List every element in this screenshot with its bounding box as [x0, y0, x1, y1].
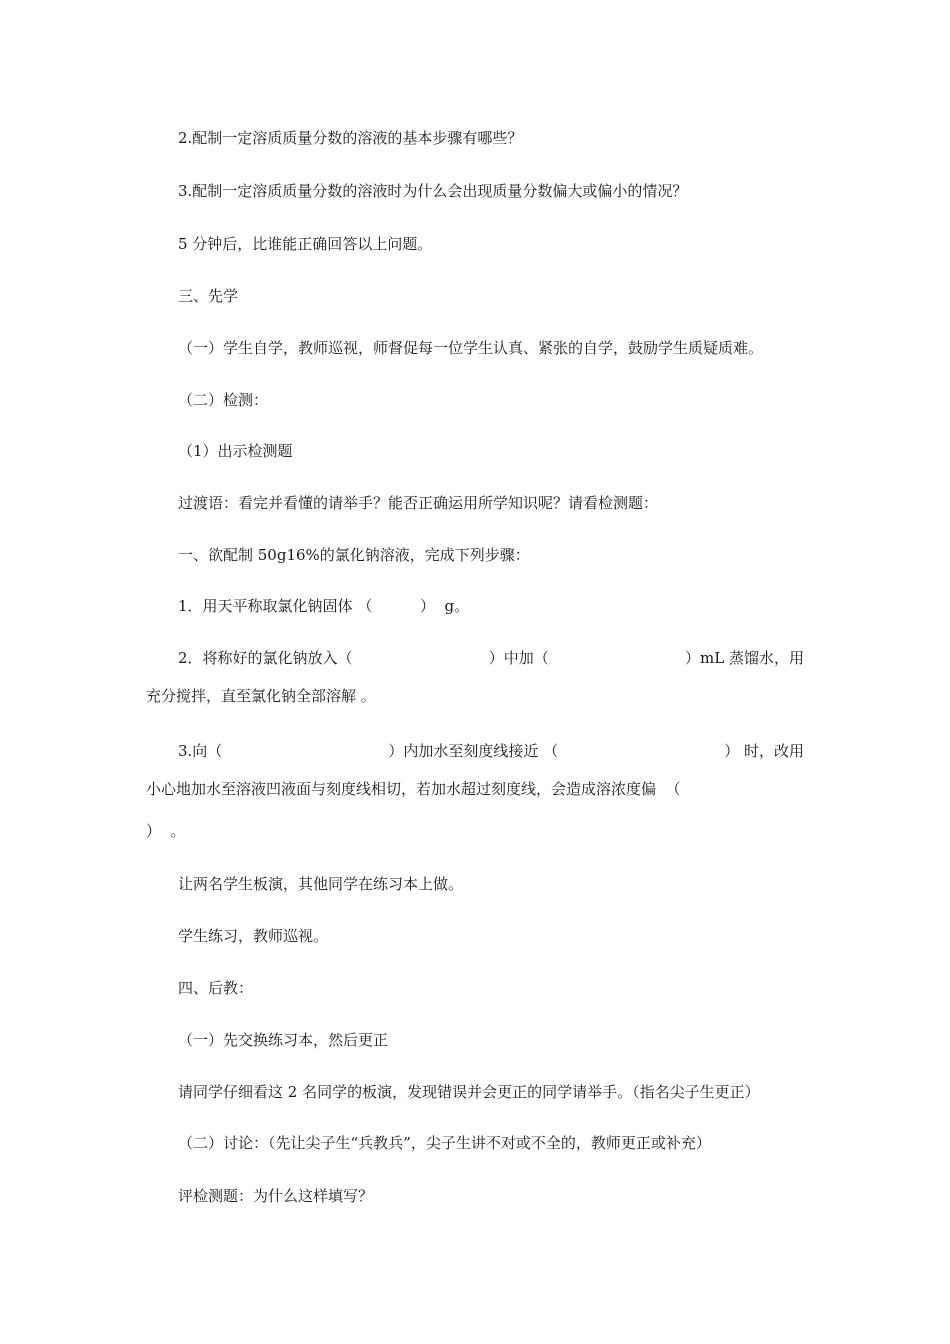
step-3-part-b: ）内加水至刻度线接近 （	[388, 742, 559, 760]
exercise-step-3-line-2: 小心地加水至溶液凹液面与刻度线相切，若加水超过刻度线，会造成溶浓度偏 （	[146, 780, 681, 798]
section-3-item-2-1: （1）出示检测题	[178, 442, 293, 460]
board-demo-note: 让两名学生板演，其他同学在练习本上做。	[178, 875, 464, 893]
section-3-item-2: （二）检测：	[178, 391, 269, 409]
practice-note: 学生练习，教师巡视。	[178, 927, 329, 945]
exercise-step-2-line-2: 充分搅拌，直至氯化钠全部溶解 。	[146, 687, 376, 705]
section-3-item-1: （一）学生自学，教师巡视，师督促每一位学生认真、紧张的自学，鼓励学生质疑质难。	[178, 339, 764, 357]
step-3-part-c: ） 时，改用	[724, 742, 804, 760]
question-3: 3.配制一定溶质质量分数的溶液时为什么会出现质量分数偏大或偏小的情况？	[178, 182, 688, 200]
section-4-item-1-text: 请同学仔细看这 2 名同学的板演，发现错误并会更正的同学请举手。（指名尖子生更正）	[178, 1083, 760, 1101]
step-3-part-a: 3.向（	[178, 742, 223, 760]
five-minute-note: 5 分钟后，比谁能正确回答以上问题。	[178, 235, 433, 253]
section-4-heading: 四、后教：	[178, 979, 254, 997]
section-4-item-1: （一）先交换练习本，然后更正	[178, 1031, 389, 1049]
transition-text: 过渡语：看完并看懂的请举手？能否正确运用所学知识呢？请看检测题：	[178, 494, 659, 512]
exercise-step-3-line-3: ） 。	[146, 822, 186, 840]
step-2-part-a: 2．将称好的氯化钠放入（	[178, 649, 353, 667]
step-2-part-b: ）中加（	[488, 649, 549, 667]
step-2-part-c: ）mL 蒸馏水，用	[685, 649, 804, 667]
review-question: 评检测题：为什么这样填写？	[178, 1187, 374, 1205]
exercise-step-1: 1．用天平称取氯化钠固体 （ ） g。	[178, 597, 470, 615]
question-2: 2.配制一定溶质质量分数的溶液的基本步骤有哪些？	[178, 129, 523, 147]
exercise-step-3-line-1	[178, 741, 804, 761]
section-4-item-2: （二）讨论：（先让尖子生“兵教兵”，尖子生讲不对或不全的，教师更正或补充）	[178, 1134, 711, 1152]
exercise-step-2-line-1	[178, 648, 804, 668]
exercise-1-heading: 一、欲配制 50g16%的氯化钠溶液，完成下列步骤：	[178, 546, 530, 564]
section-3-heading: 三、先学	[178, 287, 239, 305]
